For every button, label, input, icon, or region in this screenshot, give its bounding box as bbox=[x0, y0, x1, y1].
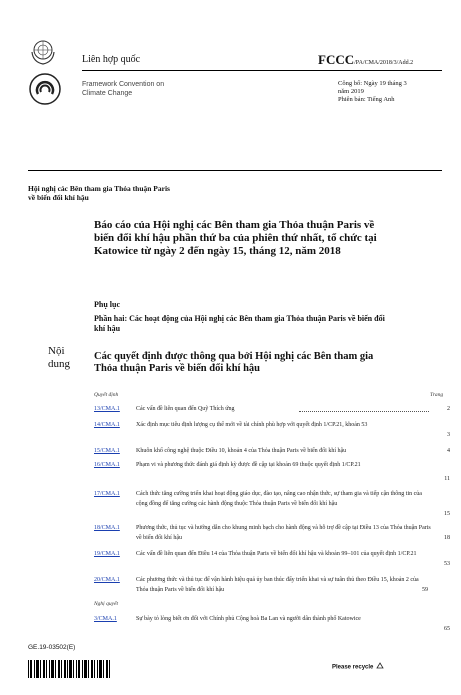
recycle-notice: Please recycle bbox=[332, 662, 385, 672]
decision-text: Xác định mục tiêu định lượng cụ thể mới về tài chính phù hợp với quyết định 1/CP.21, khoản 53 bbox=[136, 422, 368, 428]
column-header-decisions: Quyết định bbox=[94, 392, 119, 398]
distribution-date-line1: Công bố: Ngày 19 tháng 3 bbox=[338, 80, 407, 87]
decision-link[interactable]: 15/CMA.1 bbox=[94, 448, 120, 454]
report-title: Báo cáo của Hội nghị các Bên tham gia Thỏa thuận Paris về biến đổi khí hậu phần thứ ba của phiên thứ nhất, tổ chức tại Katowice từ ngày 2 đến ngày 15, tháng 12, năm 2018 bbox=[94, 219, 377, 257]
decision-text: Phạm vi và phương thức đánh giá định kỳ được đề cập tại khoản 69 thuộc quyết định 1/CP.21 bbox=[136, 462, 361, 468]
page-number: 11 bbox=[444, 476, 450, 482]
page-number: 3 bbox=[447, 432, 450, 438]
decision-link[interactable]: 17/CMA.1 bbox=[94, 491, 120, 497]
decision-text: Khuôn khổ công nghệ thuộc Điều 10, khoản 4 của Thỏa thuận Paris về biến đổi khí hậu bbox=[136, 448, 347, 454]
resolution-link[interactable]: 3/CMA.1 bbox=[94, 616, 117, 622]
document-symbol: FCCC/PA/CMA/2018/3/Add.2 bbox=[318, 52, 414, 67]
annex-label: Phụ lục bbox=[94, 300, 121, 309]
decision-link[interactable]: 16/CMA.1 bbox=[94, 462, 120, 468]
barcode-icon bbox=[28, 660, 110, 678]
climate-change-logo-icon bbox=[28, 72, 62, 106]
part-title: Phần hai: Các hoạt động của Hội nghị các Bên tham gia Thỏa thuận Paris về biến đổi khí hậu bbox=[94, 314, 385, 333]
page-number: 59 bbox=[422, 587, 428, 593]
distribution-date-line2: năm 2019 bbox=[338, 88, 364, 95]
column-header-page: Trang bbox=[430, 392, 444, 398]
decision-link[interactable]: 14/CMA.1 bbox=[94, 422, 120, 428]
decision-link[interactable]: 13/CMA.1 bbox=[94, 406, 120, 412]
decision-text: Cách thức tăng cường triển khai hoạt động giáo dục, đào tạo, nâng cao nhận thức, sự tham gia và tiếp cận thông tin của cộng đồng để tăng cường các hành động thuộc Thỏa thuận Paris về biến đổi khí hậu bbox=[136, 491, 422, 507]
decision-text: Các vấn đề liên quan đến Điều 14 của Thỏa thuận Paris về biến đổi khí hậu và khoản 99–101 của quyết định 1/CP.21 bbox=[136, 551, 417, 557]
page-number: 18 bbox=[444, 535, 450, 541]
original-language: Phiên bản: Tiếng Anh bbox=[338, 96, 395, 103]
decision-link[interactable]: 18/CMA.1 bbox=[94, 525, 120, 531]
page-number: 15 bbox=[444, 511, 450, 517]
contents-heading: Các quyết định được thông qua bởi Hội nghị các Bên tham gia Thỏa thuận Paris về biến đổi khí hậu bbox=[94, 351, 374, 374]
resolution-text: Sự bày tỏ lòng biết ơn đối với Chính phủ Cộng hoà Ba Lan và người dân thành phố Katowice bbox=[136, 616, 361, 622]
convention-name: Framework Convention on Climate Change bbox=[82, 81, 165, 97]
un-emblem-icon bbox=[28, 36, 58, 66]
decision-text: Các vấn đề liên quan đến Quỹ Thích ứng bbox=[136, 406, 235, 412]
decision-link[interactable]: 20/CMA.1 bbox=[94, 577, 120, 583]
page-number: 53 bbox=[444, 561, 450, 567]
recycle-icon bbox=[375, 662, 385, 672]
page-number: 4 bbox=[447, 448, 450, 454]
decision-text: Phương thức, thủ tục và hướng dẫn cho khung minh bạch cho hành động và hỗ trợ đề cập tại Điều 13 của Thỏa thuận Paris về biến đổi khí hậu bbox=[136, 525, 431, 541]
header-rule bbox=[82, 70, 442, 71]
leader-dots bbox=[299, 411, 429, 412]
section-rule bbox=[28, 170, 442, 171]
decision-text: Các phương thức và thủ tục để vận hành hiệu quả ủy ban thúc đẩy triển khai và sự tuân thủ theo Điều 15, khoản 2 của Thỏa thuận Paris về biến đổi khí hậu bbox=[136, 577, 419, 593]
body-title: Hội nghị các Bên tham gia Thỏa thuận Paris về biến đổi khí hậu bbox=[28, 184, 170, 202]
page-number: 2 bbox=[447, 406, 450, 412]
document-number: GE.19-03502(E) bbox=[28, 644, 76, 651]
contents-label: Nội dung bbox=[48, 345, 70, 370]
decision-link[interactable]: 19/CMA.1 bbox=[94, 551, 120, 557]
page-number: 65 bbox=[444, 626, 450, 632]
org-name: Liên hợp quốc bbox=[82, 54, 141, 65]
resolutions-label: Nghị quyết bbox=[94, 601, 118, 607]
distribution-meta bbox=[338, 80, 443, 104]
